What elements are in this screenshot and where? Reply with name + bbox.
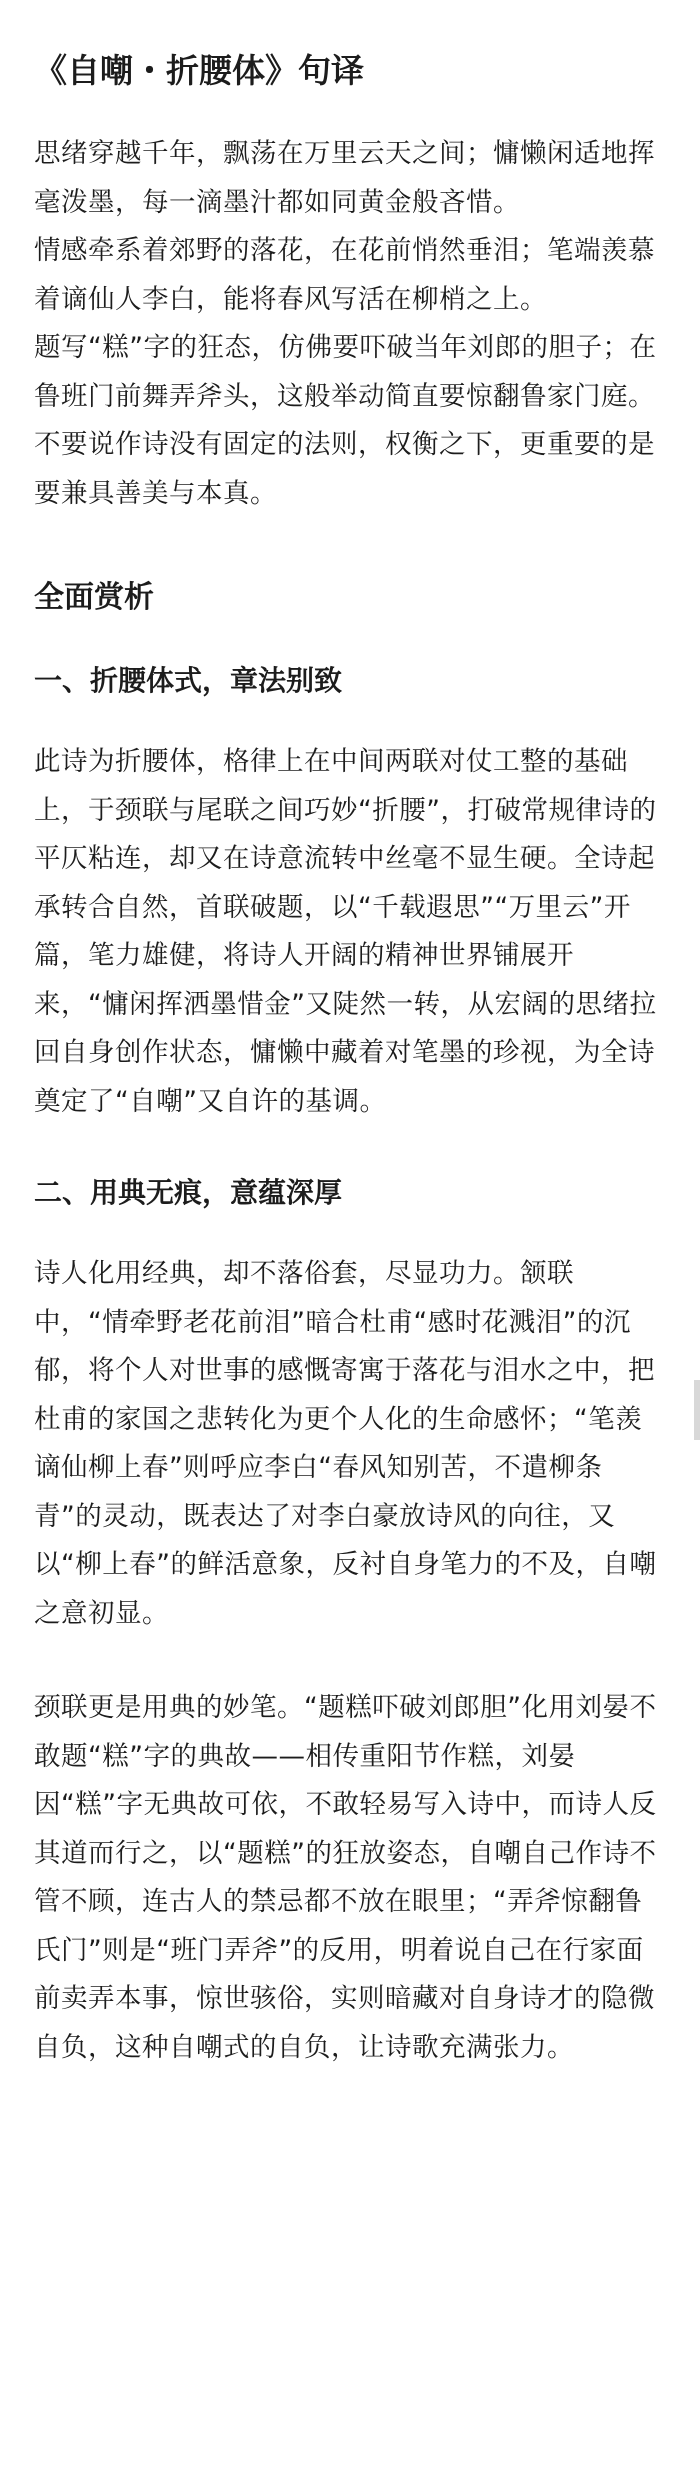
scrollbar-thumb[interactable] (694, 1380, 700, 1440)
analysis-heading: 全面赏析 (34, 580, 154, 615)
translation-line: 题写“糕”字的狂态，仿佛要吓破当年刘郎的胆子；在鲁班门前舞弄斧头，这般举动简直要惊翻鲁家门庭。 (34, 332, 657, 412)
section-paragraph: 诗人化用经典，却不落俗套，尽显功力。颔联中，“情牵野老花前泪”暗合杜甫“感时花溅泪”的沉郁，将个人对世事的感慨寄寓于落花与泪水之中，把杜甫的家国之悲转化为更个人化的生命感怀；“笔羡谪仙柳上春”则呼应李白“春风知别苦，不遣柳条青”的灵动，既表达了对李白豪放诗风的向往，又以“柳上春”的鲜活意象，反衬自身笔力的不及，自嘲之意初显。 (34, 1258, 657, 1629)
section-heading: 一、折腰体式，章法别致 (34, 664, 343, 697)
section-paragraph: 颈联更是用典的妙笔。“题糕吓破刘郎胆”化用刘晏不敢题“糕”字的典故——相传重阳节作糕，刘晏因“糕”字无典故可依，不敢轻易写入诗中，而诗人反其道而行之，以“题糕”的狂放姿态，自嘲自己作诗不管不顾，连古人的禁忌都不放在眼里；“弄斧惊翻鲁氏门”则是“班门弄斧”的反用，明着说自己在行家面前卖弄本事，惊世骇俗，实则暗藏对自身诗才的隐微自负，这种自嘲式的自负，让诗歌充满张力。 (34, 1692, 657, 2063)
translation-line: 情感牵系着郊野的落花，在花前悄然垂泪；笔端羡慕着谪仙人李白，能将春风写活在柳梢之上。 (34, 235, 655, 315)
section-heading: 二、用典无痕，意蕴深厚 (34, 1176, 343, 1209)
translation-line: 不要说作诗没有固定的法则，权衡之下，更重要的是要兼具善美与本真。 (34, 429, 655, 509)
translation-block (34, 130, 668, 518)
section-1 (34, 660, 668, 1126)
page-title: 《自嘲・折腰体》句译 (34, 51, 364, 90)
section-paragraph: 此诗为折腰体，格律上在中间两联对仗工整的基础上，于颈联与尾联之间巧妙“折腰”，打破常规律诗的平仄粘连，却又在诗意流转中丝毫不显生硬。全诗起承转合自然，首联破题，以“千载遐思”“万里云”开篇，笔力雄健，将诗人开阔的精神世界铺展开来，“慵闲挥洒墨惜金”又陡然一转，从宏阔的思绪拉回自身创作状态，慵懒中藏着对笔墨的珍视，为全诗奠定了“自嘲”又自许的基调。 (34, 746, 657, 1117)
section-2 (34, 1172, 668, 2072)
translation-line: 思绪穿越千年，飘荡在万里云天之间；慵懒闲适地挥毫泼墨，每一滴墨汁都如同黄金般吝惜。 (34, 138, 655, 218)
